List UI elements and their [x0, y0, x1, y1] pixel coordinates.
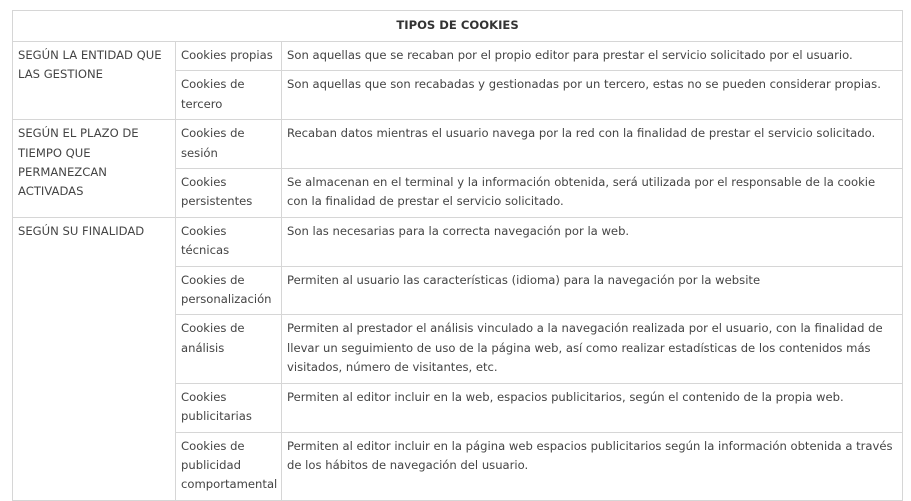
cookie-description-cell: Son aquellas que son recabadas y gestionadas por un tercero, estas no se pueden considerar propias. — [282, 71, 903, 120]
cookie-type-cell: Cookies de personalización — [176, 266, 282, 315]
cookie-type-cell: Cookies de análisis — [176, 315, 282, 383]
cookie-type-cell: Cookies técnicas — [176, 217, 282, 266]
cookie-description-cell: Permiten al prestador el análisis vinculado a la navegación realizada por el usuario, con la finalidad de llevar un seguimiento de uso de la página web, así como realizar estadísticas de los contenidos más visitados, número de visitantes, etc. — [282, 315, 903, 383]
category-cell: SEGÚN EL PLAZO DE TIEMPO QUE PERMANEZCAN ACTIVADAS — [13, 120, 176, 218]
category-cell: SEGÚN LA ENTIDAD QUE LAS GESTIONE — [13, 42, 176, 120]
cookie-type-cell: Cookies de sesión — [176, 120, 282, 169]
cookie-type-cell: Cookies publicitarias — [176, 383, 282, 432]
table-header-row — [13, 11, 903, 42]
cookie-description-cell: Permiten al editor incluir en la web, espacios publicitarios, según el contenido de la propia web. — [282, 383, 903, 432]
cookie-description-cell: Recaban datos mientras el usuario navega por la red con la finalidad de prestar el servicio solicitado. — [282, 120, 903, 169]
category-cell: SEGÚN SU FINALIDAD — [13, 217, 176, 500]
table-row — [13, 217, 903, 266]
cookie-types-table — [12, 10, 903, 501]
cookie-type-cell: Cookies de tercero — [176, 71, 282, 120]
table-title: TIPOS DE COOKIES — [13, 11, 903, 42]
cookie-type-cell: Cookies propias — [176, 42, 282, 71]
cookie-description-cell: Son las necesarias para la correcta navegación por la web. — [282, 217, 903, 266]
cookie-description-cell: Son aquellas que se recaban por el propio editor para prestar el servicio solicitado por el usuario. — [282, 42, 903, 71]
cookie-description-cell: Permiten al editor incluir en la página web espacios publicitarios según la información obtenida a través de los hábitos de navegación del usuario. — [282, 432, 903, 500]
cookie-description-cell: Permiten al usuario las características (idioma) para la navegación por la website — [282, 266, 903, 315]
table-row — [13, 120, 903, 169]
cookie-description-cell: Se almacenan en el terminal y la información obtenida, será utilizada por el responsable de la cookie con la finalidad de prestar el servicio solicitado. — [282, 169, 903, 218]
table-row — [13, 42, 903, 71]
cookie-type-cell: Cookies de publicidad comportamental — [176, 432, 282, 500]
cookie-type-cell: Cookies persistentes — [176, 169, 282, 218]
